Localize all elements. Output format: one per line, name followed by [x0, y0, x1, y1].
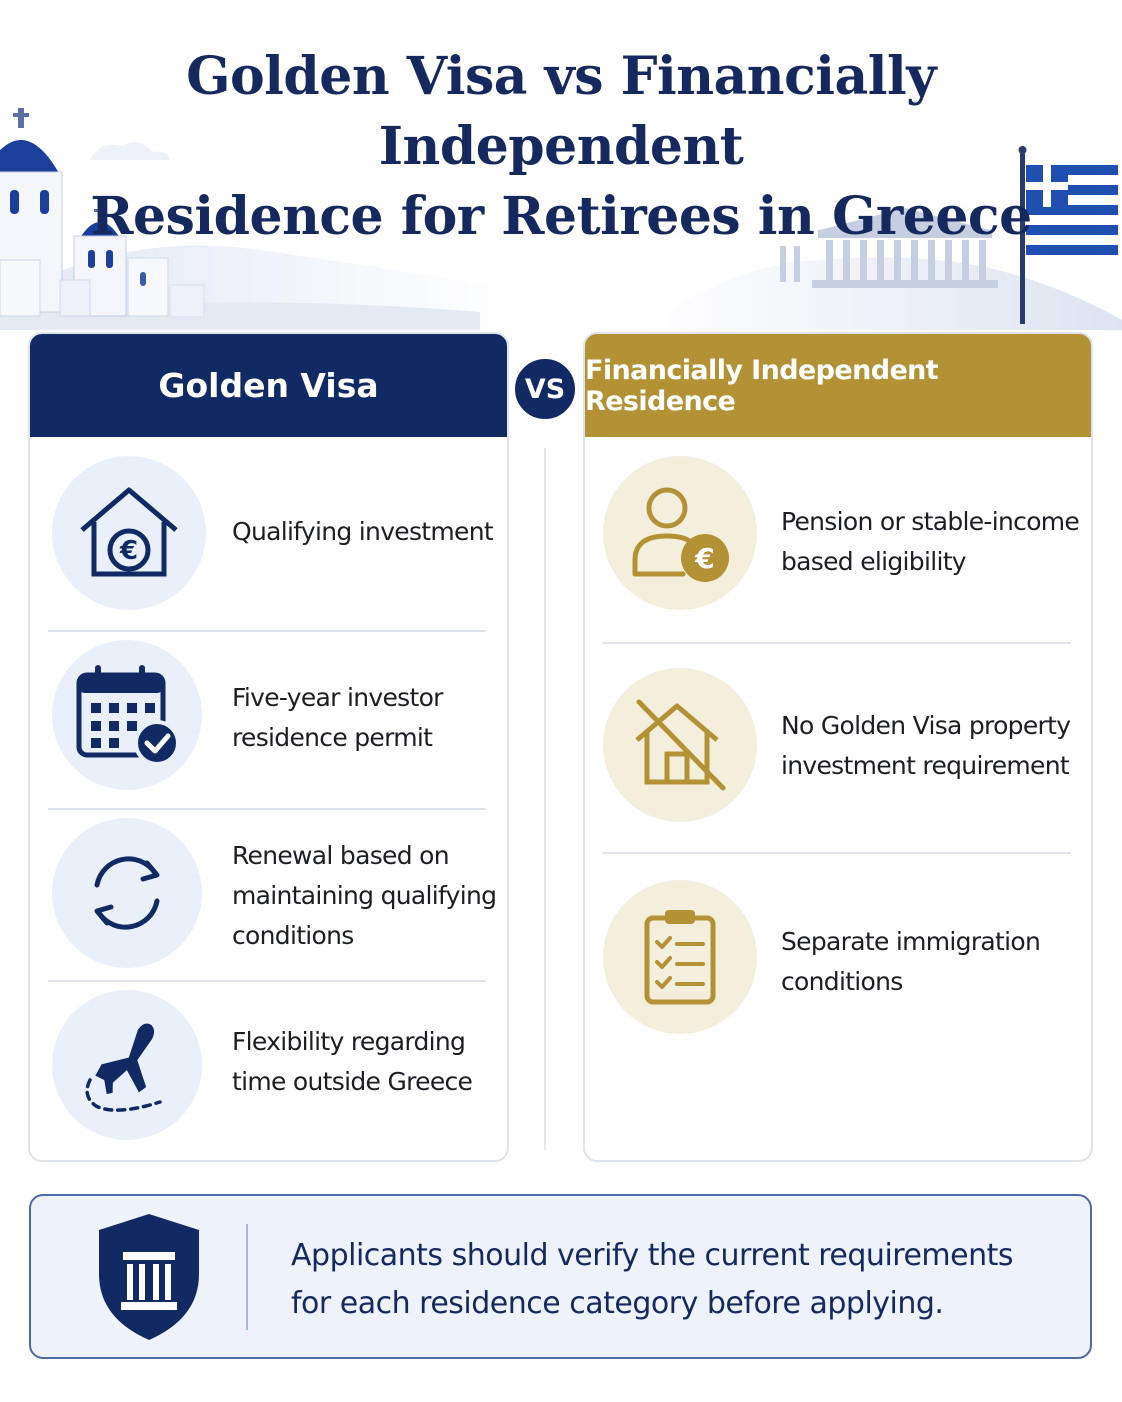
- row-divider: [48, 808, 486, 810]
- page-title-line-1: Golden Visa vs Financially Independent: [186, 46, 936, 177]
- svg-text:€: €: [695, 542, 715, 575]
- verification-note: [29, 1194, 1092, 1359]
- golden-visa-item-4: Flexibility regarding time outside Greece: [232, 1027, 473, 1096]
- renew-arrows-icon: [52, 818, 202, 968]
- note-divider: [246, 1224, 248, 1330]
- financially-independent-residence-card: [583, 332, 1093, 1162]
- row-divider: [48, 980, 486, 982]
- page-title: [0, 42, 1122, 252]
- golden-visa-heading: Golden Visa: [30, 334, 507, 437]
- header-scene: [0, 0, 1122, 330]
- golden-visa-item-2: Five-year investor residence permit: [232, 683, 443, 752]
- fir-item-3: Separate immigration conditions: [781, 927, 1041, 996]
- fir-heading: Financially Independent Residence: [585, 334, 1091, 437]
- golden-visa-item-3: Renewal based on maintaining qualifying conditions: [232, 841, 497, 950]
- golden-visa-card: [28, 332, 509, 1162]
- golden-visa-item-1: Qualifying investment: [232, 517, 493, 546]
- no-property-icon: [603, 668, 757, 822]
- clipboard-checklist-icon: [603, 880, 757, 1034]
- calendar-check-icon: [52, 640, 202, 790]
- shield-building-icon: [93, 1210, 205, 1344]
- page-title-line-2: Residence for Retirees in Greece: [90, 186, 1032, 247]
- person-euro-icon: [603, 456, 757, 610]
- center-divider: [544, 448, 546, 1150]
- row-divider: [603, 852, 1071, 854]
- house-euro-icon: [52, 456, 206, 610]
- svg-text:€: €: [119, 536, 139, 566]
- fir-item-2: No Golden Visa property investment requirement: [781, 711, 1071, 780]
- fir-item-1: Pension or stable-income based eligibility: [781, 507, 1080, 576]
- row-divider: [48, 630, 486, 632]
- vs-badge: VS: [512, 356, 578, 422]
- row-divider: [603, 642, 1071, 644]
- note-text: Applicants should verify the current requirements for each residence category before applying.: [291, 1238, 1013, 1321]
- airplane-icon: [52, 990, 202, 1140]
